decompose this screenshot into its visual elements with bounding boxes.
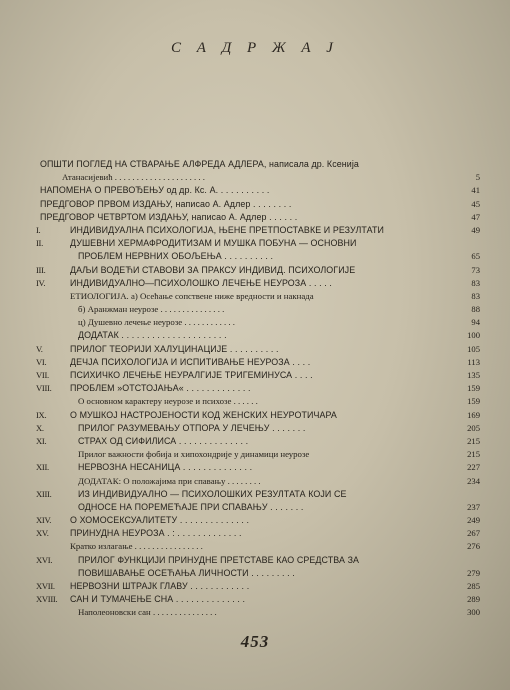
toc-entry xyxy=(40,171,480,184)
toc-entry xyxy=(36,554,480,567)
entry-page-number: 300 xyxy=(467,607,480,618)
chapter-number: X. xyxy=(36,422,44,433)
toc-entry xyxy=(36,514,480,527)
entry-title: Прилог важности фобија и хипохондрије у динамици неурозе xyxy=(78,449,310,460)
entry-title: НЕРВОЗНА НЕСАНИЦА . . . . . . . . . . . . . . xyxy=(78,462,253,473)
toc-entry xyxy=(36,422,480,435)
entry-title: ПРИЛОГ РАЗУМЕВАЊУ ОТПОРА У ЛЕЧЕЊУ . . . . . . . xyxy=(78,422,306,433)
entry-page-number: 276 xyxy=(467,541,480,552)
toc-entry xyxy=(40,198,480,211)
entry-title: Атанасијевић . . . . . . . . . . . . . . . . . . . . . xyxy=(62,172,205,183)
toc-entry xyxy=(40,540,480,553)
entry-page-number: 267 xyxy=(467,528,480,539)
entry-title: ПРЕДГОВОР ЧЕТВРТОМ ИЗДАЊУ, написао А. Адлер . . . . . . xyxy=(40,211,298,222)
entry-page-number: 65 xyxy=(471,251,480,262)
toc-entry xyxy=(40,250,480,263)
entry-title: ЕТИОЛОГИЈА. а) Осећање сопствене ниже вредности и накнада xyxy=(70,290,314,301)
chapter-number: VI. xyxy=(36,356,47,367)
toc-entry xyxy=(36,461,480,474)
entry-title: ОПШТИ ПОГЛЕД НА СТВАРАЊЕ АЛФРЕДА АДЛЕРА, написала др. Ксенија xyxy=(40,159,359,169)
toc-entry xyxy=(36,593,480,606)
entry-page-number: 215 xyxy=(467,435,480,446)
toc-entry xyxy=(36,224,480,237)
entry-page-number: 279 xyxy=(467,567,480,578)
entry-title: ДАЉИ ВОДЕЋИ СТАВОВИ ЗА ПРАКСУ ИНДИВИД. ПСИХОЛОГИЈЕ xyxy=(70,264,356,275)
entry-page-number: 285 xyxy=(467,581,480,591)
entry-page-number: 113 xyxy=(467,356,480,367)
toc-entry xyxy=(40,567,480,580)
chapter-number: XII. xyxy=(36,462,49,473)
toc-entry xyxy=(40,290,480,303)
entry-page-number: 49 xyxy=(471,224,480,235)
toc-entry xyxy=(36,369,480,382)
entry-page-number: 83 xyxy=(471,290,480,301)
entry-title: ПРИЛОГ ТЕОРИЈИ ХАЛУЦИНАЦИЈЕ . . . . . . . . . . xyxy=(70,343,279,354)
entry-page-number: 159 xyxy=(467,396,480,407)
table-of-contents xyxy=(36,158,480,620)
entry-title: ИНДИВИДУАЛНО—ПСИХОЛОШКО ЛЕЧЕЊЕ НЕУРОЗА . . . . . xyxy=(70,277,332,288)
entry-title: ПРИЛОГ ФУНКЦИЈИ ПРИНУДНЕ ПРЕТСТАВЕ КАО СРЕДСТВА ЗА xyxy=(78,554,360,565)
entry-title: ДОДАТАК . . . . . . . . . . . . . . . . . . . . . xyxy=(78,330,227,341)
toc-entry xyxy=(36,409,480,422)
entry-page-number: 94 xyxy=(471,317,480,328)
entry-page-number: 73 xyxy=(471,264,480,275)
toc-entry xyxy=(36,343,480,356)
entry-title: ОДНОСЕ НА ПОРЕМЕЋАЈЕ ПРИ СПАВАЊУ . . . . . . . xyxy=(78,501,304,512)
entry-title: ПРИНУДНА НЕУРОЗА . : . . . . . . . . . . . . . xyxy=(70,528,242,539)
page-title: С А Д Р Ж А Ј xyxy=(171,40,339,56)
chapter-number: XVII. xyxy=(36,581,55,591)
entry-page-number: 135 xyxy=(467,370,480,380)
chapter-number: XVIII. xyxy=(36,594,58,605)
toc-entry xyxy=(40,184,480,197)
toc-entry xyxy=(36,356,480,369)
entry-page-number: 5 xyxy=(475,172,480,183)
entry-title: ДУШЕВНИ ХЕРМАФРОДИТИЗАМ И МУШКА ПОБУНА — ОСНОВНИ xyxy=(70,238,357,249)
chapter-number: IX. xyxy=(36,409,47,420)
entry-page-number: 289 xyxy=(467,594,480,605)
entry-page-number: 83 xyxy=(471,277,480,288)
entry-page-number: 105 xyxy=(467,343,480,354)
toc-entry xyxy=(36,527,480,540)
chapter-number: IV. xyxy=(36,277,46,288)
chapter-number: XIII. xyxy=(36,488,52,499)
toc-entry xyxy=(36,264,480,277)
entry-title: ПСИХИЧКО ЛЕЧЕЊЕ НЕУРАЛГИЈЕ ТРИГЕМИНУСА . . . . xyxy=(70,370,313,380)
entry-page-number: 169 xyxy=(467,409,480,420)
toc-entry xyxy=(40,329,480,342)
chapter-number: XV. xyxy=(36,528,49,539)
entry-title: ПРОБЛЕМ »ОТСТОЈАЊА« . . . . . . . . . . . . . xyxy=(70,383,251,394)
chapter-number: XI. xyxy=(36,435,47,446)
entry-page-number: 249 xyxy=(467,515,480,526)
toc-entry xyxy=(36,277,480,290)
entry-title: САН И ТУМАЧЕЊЕ СНА . . . . . . . . . . . . . . xyxy=(70,594,246,605)
toc-entry xyxy=(40,303,480,316)
toc-entry xyxy=(40,316,480,329)
entry-title: Наполеоновски сан . . . . . . . . . . . . . . . xyxy=(78,607,217,618)
chapter-number: VII. xyxy=(36,370,49,380)
entry-page-number: 205 xyxy=(467,422,480,433)
toc-entry xyxy=(36,488,480,501)
chapter-number: VIII. xyxy=(36,383,52,394)
toc-entry xyxy=(40,158,480,171)
chapter-number: I. xyxy=(36,224,41,235)
entry-title: ПОВИШАВАЊЕ ОСЕЋАЊА ЛИЧНОСТИ . . . . . . . . . xyxy=(78,567,295,578)
entry-title: О МУШКОЈ НАСТРОЈЕНОСТИ КОД ЖЕНСКИХ НЕУРОТИЧАРА xyxy=(70,409,337,420)
chapter-number: III. xyxy=(36,264,46,275)
toc-entry xyxy=(40,475,480,488)
entry-title: б) Аранжман неурозе . . . . . . . . . . . . . . . xyxy=(78,304,225,315)
entry-title: ДЕЧЈА ПСИХОЛОГИЈА И ИСПИТИВАЊЕ НЕУРОЗА . . . . xyxy=(70,356,311,367)
entry-title: ПРЕДГОВОР ПРВОМ ИЗДАЊУ, написао А. Адлер . . . . . . . . xyxy=(40,198,292,209)
entry-page-number: 47 xyxy=(471,211,480,222)
entry-title: НАПОМЕНА О ПРЕВОЂЕЊУ од др. Кс. А. . . . . . . . . . . xyxy=(40,185,270,196)
entry-page-number: 45 xyxy=(471,198,480,209)
entry-page-number: 88 xyxy=(471,304,480,315)
toc-entry xyxy=(40,211,480,224)
chapter-number: XIV. xyxy=(36,515,52,526)
entry-title: ИЗ ИНДИВИДУАЛНО — ПСИХОЛОШКИХ РЕЗУЛТАТА КОЈИ СЕ xyxy=(78,488,347,499)
toc-entry xyxy=(40,501,480,514)
toc-entry xyxy=(40,448,480,461)
entry-title: ИНДИВИДУАЛНА ПСИХОЛОГИЈА, ЊЕНЕ ПРЕТПОСТАВКЕ И РЕЗУЛТАТИ xyxy=(70,224,384,235)
entry-title: О основном карактеру неурозе и психозе . . . . . . xyxy=(78,396,258,407)
entry-title: СТРАХ ОД СИФИЛИСА . . . . . . . . . . . . . . xyxy=(78,435,249,446)
entry-page-number: 159 xyxy=(467,383,480,394)
entry-page-number: 234 xyxy=(467,475,480,486)
entry-page-number: 41 xyxy=(471,185,480,196)
toc-entry xyxy=(40,395,480,408)
chapter-number: V. xyxy=(36,343,43,354)
entry-title: Кратко излагање . . . . . . . . . . . . . . . . xyxy=(70,541,203,552)
entry-title: О ХОМОСЕКСУАЛИТЕТУ . . . . . . . . . . . . . . xyxy=(70,515,250,526)
entry-title: ДОДАТАК: О положајима при спавању . . . . . . . . xyxy=(78,475,261,486)
entry-title: ПРОБЛЕМ НЕРВНИХ ОБОЉЕЊА . . . . . . . . . . xyxy=(78,251,274,262)
chapter-number: XVI. xyxy=(36,554,53,565)
page-number: 453 xyxy=(240,632,270,651)
entry-page-number: 237 xyxy=(467,501,480,512)
toc-entry xyxy=(40,606,480,619)
chapter-number: II. xyxy=(36,238,43,249)
toc-entry xyxy=(36,435,480,448)
entry-page-number: 215 xyxy=(467,449,480,460)
toc-entry xyxy=(36,382,480,395)
entry-title: ц) Душевно лечење неурозе . . . . . . . . . . . . xyxy=(78,317,235,328)
toc-entry xyxy=(36,580,480,593)
entry-page-number: 227 xyxy=(467,462,480,473)
entry-title: НЕРВОЗНИ ШТРАЈК ГЛАВУ . . . . . . . . . . . . xyxy=(70,581,250,591)
entry-page-number: 100 xyxy=(467,330,480,341)
toc-entry xyxy=(36,237,480,250)
